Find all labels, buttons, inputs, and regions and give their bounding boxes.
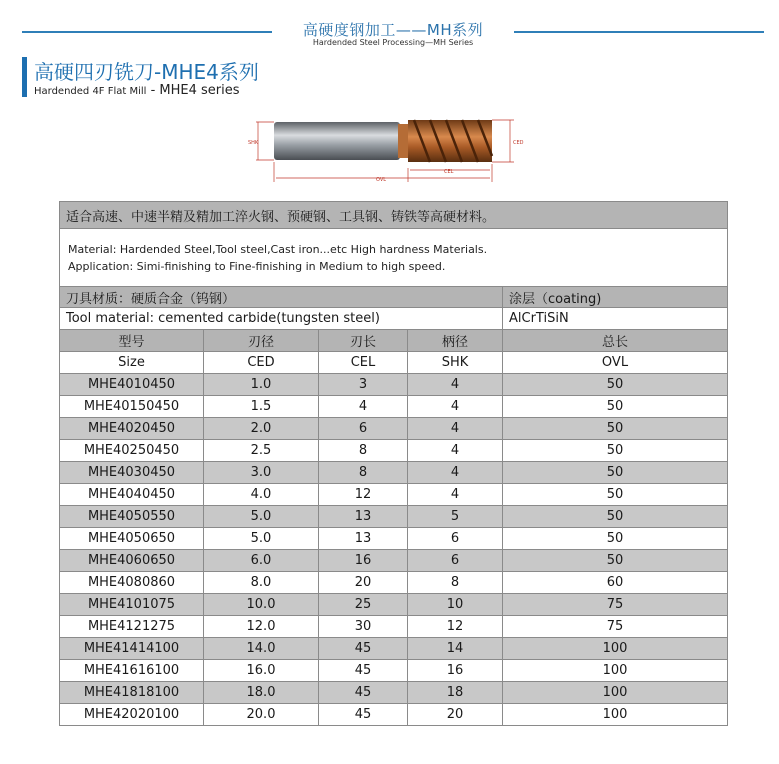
table-row <box>60 484 728 506</box>
cell-ced: 18.0 <box>204 682 319 704</box>
page-title-en-prefix: Hardended 4F Flat Mill <box>34 86 147 97</box>
cell-ovl: 50 <box>503 462 728 484</box>
cell-cel: 45 <box>319 660 408 682</box>
cell-cel: 13 <box>319 528 408 550</box>
table-row <box>60 704 728 726</box>
spec-table <box>59 201 728 726</box>
header-row-cn <box>60 330 728 352</box>
cell-size: MHE4101075 <box>60 594 204 616</box>
cell-shk: 8 <box>408 572 503 594</box>
coating-label: 涂层（coating) <box>503 287 728 308</box>
table-row <box>60 396 728 418</box>
tool-material-row-en <box>60 308 728 330</box>
cell-shk: 4 <box>408 484 503 506</box>
cell-shk: 4 <box>408 418 503 440</box>
cell-size: MHE4050550 <box>60 506 204 528</box>
cell-ced: 5.0 <box>204 506 319 528</box>
cell-cel: 20 <box>319 572 408 594</box>
intro-row <box>60 202 728 229</box>
table-row <box>60 418 728 440</box>
cell-ced: 16.0 <box>204 660 319 682</box>
header-rule-right <box>514 31 764 33</box>
cell-shk: 4 <box>408 462 503 484</box>
material-text: Material: Hardended Steel,Tool steel,Cast iron...etc High hardness Materials. <box>68 242 488 256</box>
cell-ovl: 60 <box>503 572 728 594</box>
cell-cel: 12 <box>319 484 408 506</box>
cell-shk: 4 <box>408 440 503 462</box>
cell-shk: 4 <box>408 374 503 396</box>
cell-cel: 3 <box>319 374 408 396</box>
cell-shk: 12 <box>408 616 503 638</box>
col-header-en: Size <box>60 352 204 374</box>
description-row <box>60 229 728 287</box>
cell-shk: 6 <box>408 528 503 550</box>
cell-size: MHE4050650 <box>60 528 204 550</box>
cell-size: MHE40150450 <box>60 396 204 418</box>
col-header-en: SHK <box>408 352 503 374</box>
shank-body <box>274 122 400 160</box>
cell-cel: 13 <box>319 506 408 528</box>
cell-cel: 4 <box>319 396 408 418</box>
intro-text: 适合高速、中速半精及精加工淬火钢、预硬钢、工具钢、铸铁等高硬材料。 <box>60 202 728 229</box>
cell-size: MHE41616100 <box>60 660 204 682</box>
cell-size: MHE4040450 <box>60 484 204 506</box>
cell-size: MHE42020100 <box>60 704 204 726</box>
application-text: Application: Simi-finishing to Fine-finishing in Medium to high speed. <box>68 259 446 273</box>
cell-ovl: 50 <box>503 506 728 528</box>
cell-shk: 10 <box>408 594 503 616</box>
table-row <box>60 572 728 594</box>
table-row <box>60 528 728 550</box>
cell-ovl: 75 <box>503 594 728 616</box>
cell-ovl: 100 <box>503 638 728 660</box>
cell-ovl: 50 <box>503 374 728 396</box>
col-header-en: CED <box>204 352 319 374</box>
tool-material-en: Tool material: cemented carbide(tungsten steel) <box>60 308 503 330</box>
cell-cel: 45 <box>319 704 408 726</box>
cell-ovl: 50 <box>503 484 728 506</box>
header-row-en <box>60 352 728 374</box>
cell-ced: 2.0 <box>204 418 319 440</box>
cell-ced: 6.0 <box>204 550 319 572</box>
header-title-cn: 高硬度钢加工——MH系列 <box>302 21 484 39</box>
tool-material-row-cn <box>60 287 728 308</box>
cell-cel: 8 <box>319 440 408 462</box>
cell-size: MHE40250450 <box>60 440 204 462</box>
title-accent-bar <box>22 57 27 97</box>
table-row <box>60 440 728 462</box>
dim-label-ovl: OVL <box>376 177 387 183</box>
cell-size: MHE4060650 <box>60 550 204 572</box>
cell-cel: 30 <box>319 616 408 638</box>
header-rule-left <box>22 31 272 33</box>
cell-size: MHE4020450 <box>60 418 204 440</box>
cell-shk: 18 <box>408 682 503 704</box>
table-row <box>60 682 728 704</box>
cell-ovl: 100 <box>503 682 728 704</box>
table-row <box>60 462 728 484</box>
cell-shk: 5 <box>408 506 503 528</box>
description-cell <box>60 229 728 287</box>
table-row <box>60 638 728 660</box>
cell-ovl: 100 <box>503 704 728 726</box>
col-header-en: OVL <box>503 352 728 374</box>
dim-label-shk: SHK <box>248 140 259 146</box>
cell-size: MHE4010450 <box>60 374 204 396</box>
cell-size: MHE4080860 <box>60 572 204 594</box>
cell-ced: 5.0 <box>204 528 319 550</box>
col-header-cn: 总长 <box>503 330 728 352</box>
page-title-en-suffix: - MHE4 series <box>146 83 240 98</box>
page-title-cn: 高硬四刃铣刀-MHE4系列 <box>34 60 259 84</box>
cell-shk: 20 <box>408 704 503 726</box>
cell-ovl: 50 <box>503 418 728 440</box>
cell-ced: 8.0 <box>204 572 319 594</box>
header-title-en: Hardended Steel Processing—MH Series <box>312 38 474 47</box>
col-header-cn: 刃长 <box>319 330 408 352</box>
tool-material-cn: 刀具材质：硬质合金（钨钢） <box>60 287 503 308</box>
cell-ced: 12.0 <box>204 616 319 638</box>
cell-cel: 25 <box>319 594 408 616</box>
cell-cel: 6 <box>319 418 408 440</box>
dim-label-cel: CEL <box>444 169 454 175</box>
cell-ced: 20.0 <box>204 704 319 726</box>
end-mill-drawing <box>248 112 528 188</box>
cell-size: MHE41414100 <box>60 638 204 660</box>
cell-ced: 10.0 <box>204 594 319 616</box>
table-row <box>60 616 728 638</box>
cell-ovl: 50 <box>503 396 728 418</box>
cell-shk: 16 <box>408 660 503 682</box>
coating-value: AlCrTiSiN <box>503 308 728 330</box>
cell-ced: 1.5 <box>204 396 319 418</box>
cell-cel: 45 <box>319 682 408 704</box>
col-header-en: CEL <box>319 352 408 374</box>
table-row <box>60 506 728 528</box>
cell-ced: 4.0 <box>204 484 319 506</box>
cell-size: MHE41818100 <box>60 682 204 704</box>
cell-ovl: 50 <box>503 550 728 572</box>
cell-ced: 3.0 <box>204 462 319 484</box>
cell-cel: 8 <box>319 462 408 484</box>
table-row <box>60 660 728 682</box>
cell-ovl: 50 <box>503 440 728 462</box>
cell-shk: 4 <box>408 396 503 418</box>
cell-ced: 1.0 <box>204 374 319 396</box>
cell-ovl: 75 <box>503 616 728 638</box>
col-header-cn: 柄径 <box>408 330 503 352</box>
table-row <box>60 374 728 396</box>
dim-label-ced: CED <box>513 140 524 146</box>
cell-cel: 45 <box>319 638 408 660</box>
cell-size: MHE4121275 <box>60 616 204 638</box>
col-header-cn: 型号 <box>60 330 204 352</box>
page-title-en <box>34 83 240 98</box>
col-header-cn: 刃径 <box>204 330 319 352</box>
table-row <box>60 594 728 616</box>
cell-shk: 14 <box>408 638 503 660</box>
cell-cel: 16 <box>319 550 408 572</box>
cell-ced: 14.0 <box>204 638 319 660</box>
cell-shk: 6 <box>408 550 503 572</box>
cell-ovl: 50 <box>503 528 728 550</box>
cell-size: MHE4030450 <box>60 462 204 484</box>
cell-ovl: 100 <box>503 660 728 682</box>
table-row <box>60 550 728 572</box>
cell-ced: 2.5 <box>204 440 319 462</box>
